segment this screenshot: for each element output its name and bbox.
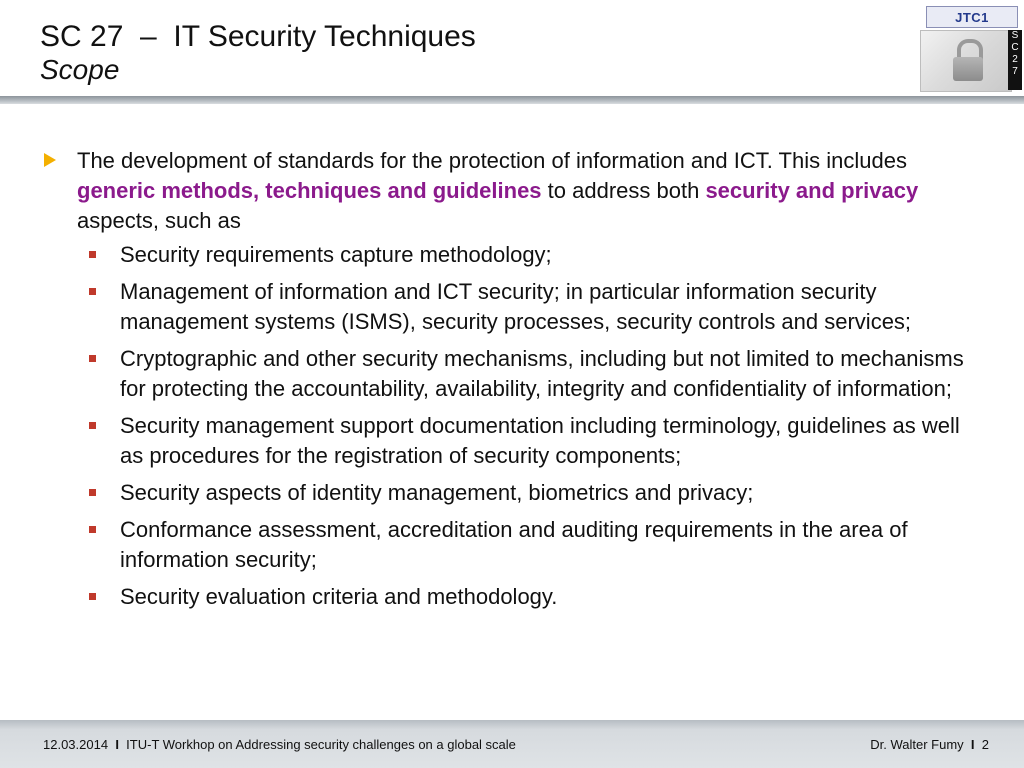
square-bullet-icon bbox=[89, 422, 96, 429]
list-item bbox=[44, 411, 974, 471]
square-bullet-icon bbox=[89, 288, 96, 295]
footer-event: ITU-T Workhop on Addressing security challenges on a global scale bbox=[126, 737, 516, 752]
badge-letter: C bbox=[1011, 42, 1019, 53]
padlock-image bbox=[920, 30, 1012, 92]
square-bullet-icon bbox=[89, 526, 96, 533]
square-bullet-icon bbox=[89, 251, 96, 258]
list-item bbox=[44, 478, 974, 508]
list-item-text: Security evaluation criteria and methodology. bbox=[120, 584, 558, 609]
page-subtitle: Scope bbox=[40, 54, 120, 85]
intro-text-a: The development of standards for the protection of information and ICT. This includes bbox=[77, 148, 907, 173]
intro-bullet bbox=[44, 146, 974, 236]
footer-bar bbox=[0, 720, 1024, 768]
badge-letter: S bbox=[1011, 30, 1019, 41]
page-title: SC 27 – IT Security Techniques bbox=[40, 20, 476, 53]
footer-left bbox=[43, 737, 516, 752]
list-item bbox=[44, 344, 974, 404]
list-item-text: Security aspects of identity management, biometrics and privacy; bbox=[120, 480, 754, 505]
padlock-body bbox=[953, 57, 983, 81]
footer-author: Dr. Walter Fumy bbox=[870, 737, 964, 752]
intro-text-b: to address both bbox=[541, 178, 706, 203]
list-item bbox=[44, 240, 974, 270]
list-item-text: Cryptographic and other security mechanisms, including but not limited to mechanisms for protecting the accountability, availability, integrity and confidentiality of information; bbox=[120, 346, 964, 401]
list-item bbox=[44, 277, 974, 337]
triangle-bullet-icon bbox=[44, 153, 56, 167]
square-bullet-icon bbox=[89, 355, 96, 362]
intro-highlight-methods: generic methods, techniques and guidelines bbox=[77, 178, 542, 203]
footer-page-number: 2 bbox=[981, 737, 989, 752]
scope-list bbox=[44, 240, 974, 612]
header-divider bbox=[0, 96, 1024, 104]
list-item-text: Conformance assessment, accreditation and auditing requirements in the area of information security; bbox=[120, 517, 908, 572]
footer-separator: I bbox=[115, 737, 119, 752]
title-block bbox=[40, 20, 476, 86]
list-item bbox=[44, 515, 974, 575]
square-bullet-icon bbox=[89, 593, 96, 600]
footer-date: 12.03.2014 bbox=[43, 737, 109, 752]
list-item-text: Security management support documentation including terminology, guidelines as well as procedures for the registration of security components; bbox=[120, 413, 960, 468]
list-item-text: Management of information and ICT security; in particular information security management systems (ISMS), security processes, security controls and services; bbox=[120, 279, 912, 334]
intro-text-c: aspects, such as bbox=[77, 208, 241, 233]
list-item bbox=[44, 582, 974, 612]
badge-letter: 2 bbox=[1012, 54, 1018, 65]
badge-letter: 7 bbox=[1012, 66, 1018, 77]
jtc1-logo-text: JTC1 bbox=[955, 9, 989, 25]
slide-content bbox=[44, 146, 974, 619]
sc27-badge bbox=[1008, 30, 1022, 90]
intro-highlight-security-privacy: security and privacy bbox=[705, 178, 919, 203]
list-item-text: Security requirements capture methodology; bbox=[120, 242, 552, 267]
footer-right bbox=[870, 737, 989, 752]
square-bullet-icon bbox=[89, 489, 96, 496]
jtc1-logo bbox=[926, 6, 1018, 28]
footer-separator: I bbox=[970, 737, 975, 752]
